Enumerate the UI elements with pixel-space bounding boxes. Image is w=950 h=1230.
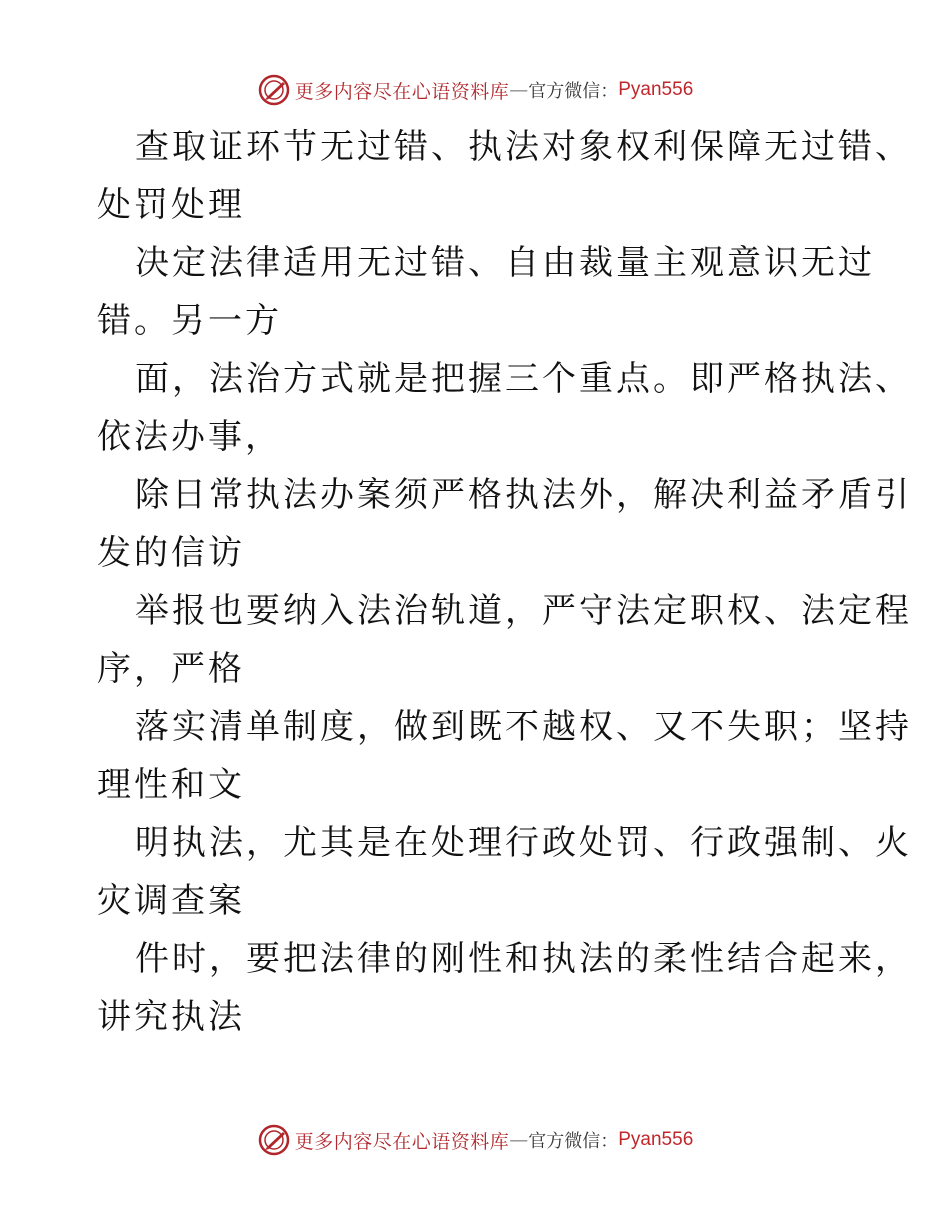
- body-line: 落实清单制度，做到既不越权、又不失职；坚持: [135, 707, 912, 747]
- footer-banner: [0, 1120, 950, 1160]
- banner-wechat-label: 官方微信：: [528, 81, 619, 102]
- body-line: 举报也要纳入法治轨道，严守法定职权、法定程: [135, 591, 912, 631]
- header-banner: [0, 70, 950, 110]
- banner-separator: —: [509, 79, 529, 101]
- stamp-logo-icon: [257, 73, 291, 107]
- banner-site-text: 更多内容尽在心语资料库: [294, 80, 510, 103]
- body-line: 讲究执法: [97, 997, 245, 1037]
- body-line: 灾调查案: [97, 881, 245, 921]
- banner-wechat-id: Pyan556: [618, 79, 694, 100]
- body-line: 件时，要把法律的刚性和执法的柔性结合起来，: [135, 939, 912, 979]
- banner-site-text: 更多内容尽在心语资料库: [294, 1130, 510, 1153]
- body-line: 错。另一方: [97, 301, 282, 341]
- body-line: 面，法治方式就是把握三个重点。即严格执法、: [135, 359, 912, 399]
- body-line: 发的信访: [97, 533, 245, 573]
- document-body: [97, 118, 912, 1046]
- banner-wechat-id: Pyan556: [618, 1129, 694, 1150]
- body-line: 序，严格: [97, 649, 245, 689]
- body-line: 理性和文: [97, 765, 245, 805]
- stamp-logo-icon: [257, 1123, 291, 1157]
- body-line: 依法办事，: [97, 417, 282, 457]
- body-line: 处罚处理: [97, 185, 245, 225]
- body-line: 明执法，尤其是在处理行政处罚、行政强制、火: [135, 823, 912, 863]
- banner-wechat-label: 官方微信：: [528, 1131, 619, 1152]
- body-line: 决定法律适用无过错、自由裁量主观意识无过: [135, 243, 875, 283]
- banner-separator: —: [509, 1129, 529, 1151]
- body-line: 查取证环节无过错、执法对象权利保障无过错、: [135, 127, 912, 167]
- body-line: 除日常执法办案须严格执法外，解决利益矛盾引: [135, 475, 912, 515]
